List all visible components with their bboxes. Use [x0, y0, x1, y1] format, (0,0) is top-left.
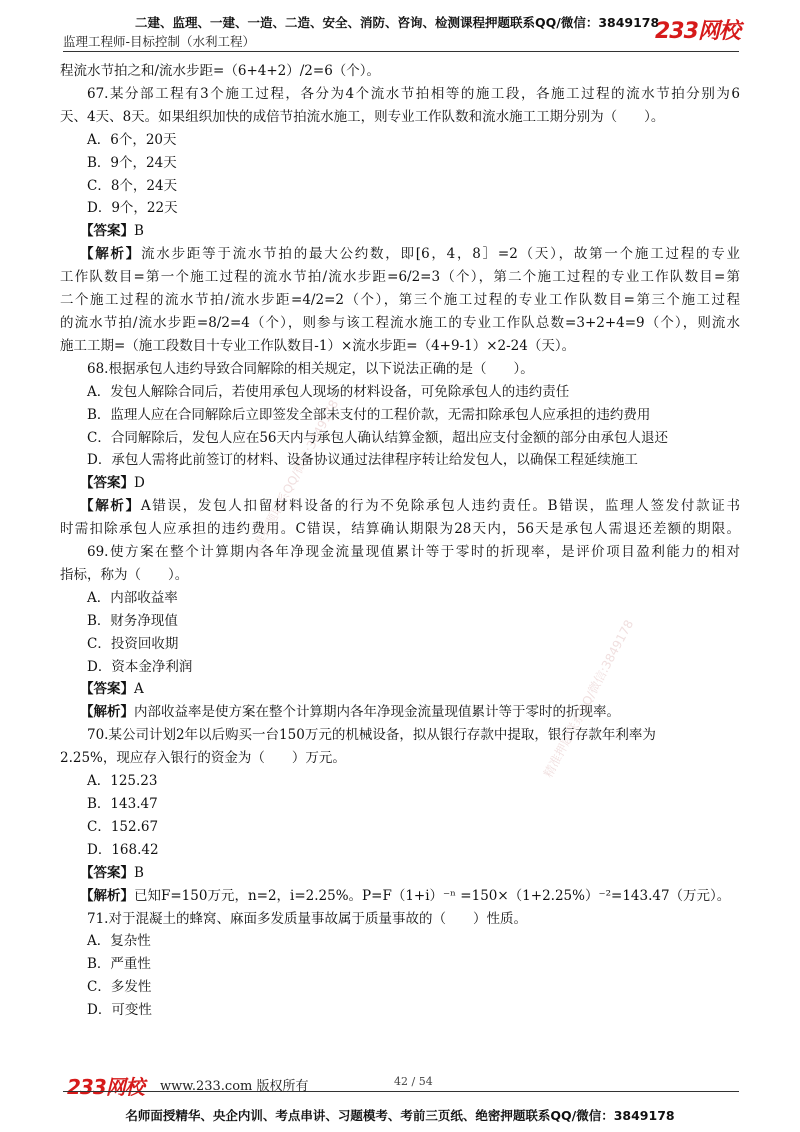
answer-label: 【解析】 — [80, 498, 141, 515]
answer-option: A．6个，20天 — [87, 131, 177, 148]
answer-label: 【答案】 — [80, 681, 134, 698]
answer-text: A — [134, 681, 144, 698]
answer-label: 【解析】 — [80, 704, 134, 721]
answer-label: 【解析】 — [80, 246, 142, 263]
question-text: 67.某分部工程有3个施工过程，各分为4个流水节拍相等的施工段，各施工过程的流水节拍分别为6 — [87, 85, 740, 102]
text-line: 天、4天、8天。如果组织加快的成倍节拍流水施工，则专业工作队数和流水施工工期分别为（ ）。 — [60, 108, 665, 125]
brand-logo: 233网校 — [655, 19, 740, 44]
answer-option: C．8个，24天 — [87, 177, 178, 194]
watermark: 精准押题联系QQ/微信:3849178 — [246, 397, 342, 560]
answer-label: 【答案】 — [80, 475, 134, 492]
answer-line — [60, 862, 740, 885]
answer-option: D．可变性 — [87, 1002, 152, 1019]
footer-logo: 233网校 — [67, 1075, 144, 1099]
answer-text: 流水步距等于流水节拍的最大公约数，即[6，4，8］=2（天），故第一个施工过程的专业 — [141, 246, 741, 263]
answer-option: D．168.42 — [87, 841, 159, 858]
answer-option: B．严重性 — [87, 956, 151, 973]
question-text: 71.对于混凝土的蜂窝、麻面多发质量事故属于质量事故的（ ）性质。 — [87, 910, 527, 927]
answer-line — [60, 885, 740, 908]
answer-text: B — [134, 864, 144, 881]
answer-option: D．承包人需将此前签订的材料、设备协议通过法律程序转让给发包人，以确保工程延续施工 — [87, 452, 638, 469]
text-line: 工作队数目=第一个施工过程的流水节拍/流水步距=6/2=3（个），第二个施工过程的专业工作队数目=第 — [60, 269, 740, 286]
answer-text: D — [134, 475, 145, 492]
question-text: 69.使方案在整个计算期内各年净现金流量现值累计等于零时的折现率，是评价项目盈利能力的相对 — [87, 544, 740, 561]
answer-option: A．125.23 — [87, 773, 158, 790]
answer-label: 【答案】 — [80, 223, 134, 240]
text-line: 二个施工过程的流水节拍/流水步距=4/2=2（个），第三个施工过程的专业工作队数目=第三个施工过程 — [60, 292, 740, 309]
answer-text: B — [134, 223, 144, 240]
page-number: 42 / 54 — [394, 1075, 433, 1088]
answer-option: C．合同解除后，发包人应在56天内与承包人确认结算金额，超出应支付金额的部分由承包人退还 — [87, 429, 669, 446]
answer-option: A．内部收益率 — [87, 589, 178, 606]
header-courses-text: 二建、监理、一建、一造、二造、安全、消防、咨询、检测课程押题联系QQ/微信：3849178 — [135, 15, 660, 30]
answer-line — [60, 495, 740, 518]
question-text: 68.根据承包人违约导致合同解除的相关规定，以下说法正确的是（ ）。 — [87, 360, 534, 377]
answer-option: D．资本金净利润 — [87, 658, 193, 675]
answer-option: B．监理人应在合同解除后立即签发全部未支付的工程价款，无需扣除承包人应承担的违约费用 — [87, 406, 651, 423]
answer-line — [60, 678, 740, 701]
answer-label: 【答案】 — [80, 864, 134, 881]
document-body — [60, 60, 740, 1022]
answer-line — [60, 220, 740, 243]
text-line: 程流水节拍之和/流水步距=（6+4+2）/2=6（个）。 — [60, 63, 381, 79]
answer-option: C．投资回收期 — [87, 635, 179, 652]
footer-divider — [63, 1091, 739, 1092]
page-header — [0, 0, 800, 56]
answer-line — [60, 701, 740, 724]
answer-option: C．152.67 — [87, 818, 159, 835]
answer-option: B．财务净现值 — [87, 612, 178, 629]
answer-option: B．9个，24天 — [87, 154, 177, 171]
question-text: 70.某公司计划2年以后购买一台150万元的机械设备，拟从银行存款中提取，银行存款年利率为 — [87, 727, 656, 744]
footer-promo-text: 名师面授精华、央企内训、考点串讲、习题模考、考前三页纸、绝密押题联系QQ/微信：3849178 — [125, 1108, 675, 1123]
answer-option: B．143.47 — [87, 796, 158, 812]
watermark: 精准押题联系QQ/微信:3849178 — [541, 617, 637, 780]
answer-option: C．多发性 — [87, 979, 152, 996]
header-divider — [63, 51, 739, 52]
answer-label: 【解析】 — [80, 887, 134, 904]
answer-text: 已知F=150万元，n=2，i=2.25%。P=F（1+i）⁻ⁿ =150×（1+2.25%）⁻²=143.47（万元）。 — [134, 887, 731, 904]
answer-option: D．9个，22天 — [87, 200, 178, 217]
text-line: 的流水节拍/流水步距=8/2=4（个），则参与该工程流水施工的专业工作队总数=3+2+4=9（个），则流水 — [60, 314, 740, 331]
text-line: 时需扣除承包人应承担的违约费用。C错误，结算确认期限为28天内，56天是承包人需退还差额的期限。 — [60, 521, 740, 538]
answer-line — [60, 243, 740, 266]
header-subtitle: 监理工程师-目标控制（水利工程） — [63, 34, 256, 49]
footer-site-text: www.233.com 版权所有 — [160, 1079, 309, 1094]
answer-text: A错误，发包人扣留材料设备的行为不免除承包人违约责任。B错误，监理人签发付款证书 — [140, 498, 741, 515]
answer-option: A．复杂性 — [87, 933, 151, 950]
answer-line — [60, 472, 740, 495]
text-line: 指标，称为（ ）。 — [60, 566, 189, 583]
answer-option: A．发包人解除合同后，若使用承包人现场的材料设备，可免除承包人的违约责任 — [87, 383, 570, 400]
text-line: 施工工期=（施工段数目十专业工作队数目-1）×流水步距=（4+9-1）×2-24（天）。 — [60, 337, 576, 354]
text-line: 2.25%，现应存入银行的资金为（ ）万元。 — [60, 750, 346, 767]
answer-text: 内部收益率是使方案在整个计算期内各年净现金流量现值累计等于零时的折现率。 — [134, 704, 620, 721]
